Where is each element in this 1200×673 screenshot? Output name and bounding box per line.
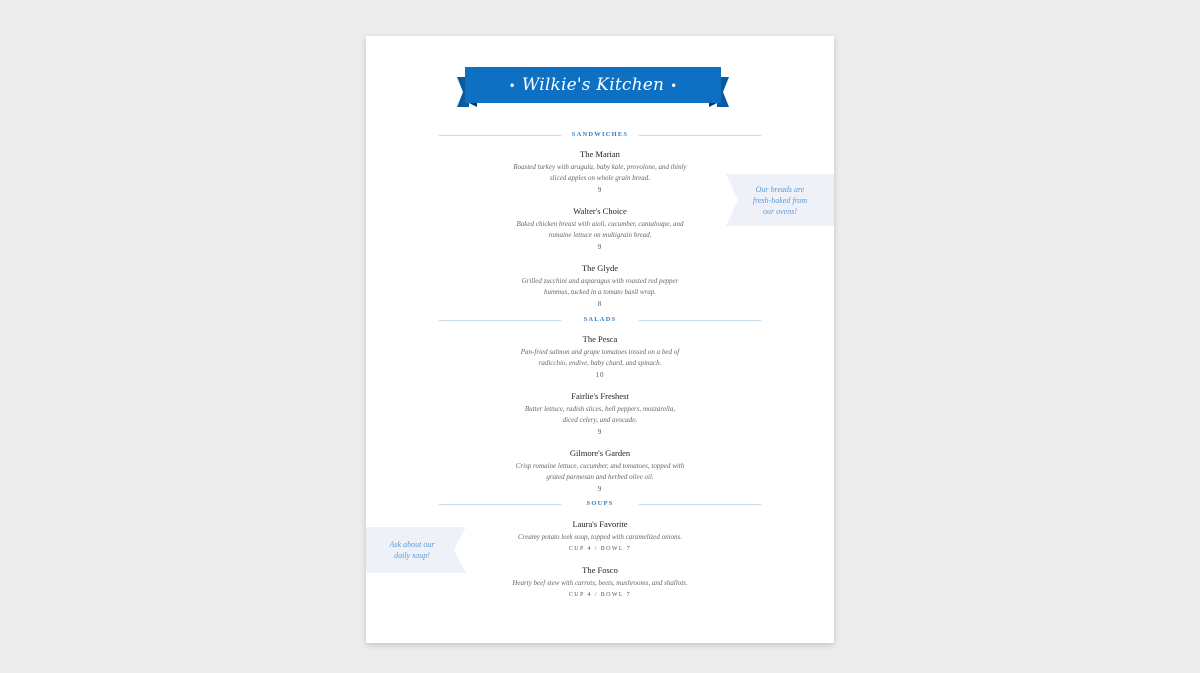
menu-item-walter — [470, 205, 730, 253]
dot-icon: • — [508, 78, 516, 93]
item-description-line: Hearty beef stew with carrots, beets, mushrooms, and shallots. — [512, 579, 688, 587]
item-description-line: Grilled zucchini and asparagus with roasted red pepper — [521, 277, 679, 285]
menu-item-fairlie — [470, 390, 730, 438]
menu-item-marian — [470, 148, 730, 196]
callout-line: Ask about our — [389, 540, 435, 549]
item-name: The Fosco — [582, 565, 618, 575]
section-header-sandwiches — [439, 129, 761, 141]
menu-page — [366, 36, 834, 643]
item-description — [470, 532, 730, 543]
menu-item-laura — [470, 518, 730, 555]
banner-title-text: Wilkie's Kitchen — [521, 75, 665, 95]
item-description — [470, 578, 730, 589]
item-price: CUP 4 / BOWL 7 — [568, 592, 632, 598]
section-title: SOUPS — [586, 500, 614, 507]
item-description-line: Butter lettuce, radish slices, bell peppers, mozzarella, — [524, 405, 676, 413]
item-description-line: hummus, tucked in a tomato basil wrap. — [544, 288, 656, 296]
section-header-soups — [439, 498, 761, 510]
menu-item-fosco — [470, 564, 730, 601]
item-description-line: radicchio, endive, baby chard, and spinach. — [538, 359, 662, 367]
item-price: 10 — [595, 371, 605, 379]
item-description-line: Roasted turkey with arugula, baby kale, provolone, and thinly — [513, 163, 687, 171]
menu-item-glyde — [470, 262, 730, 310]
item-price: CUP 4 / BOWL 7 — [568, 546, 632, 552]
item-price: 8 — [597, 300, 603, 308]
item-description — [470, 162, 730, 184]
section-header-salads — [439, 314, 761, 326]
restaurant-name — [457, 67, 729, 103]
callout-line: our ovens! — [762, 206, 797, 216]
dot-icon: • — [670, 78, 678, 93]
menu-item-pesca — [470, 333, 730, 381]
item-name: The Glyde — [581, 263, 619, 273]
item-name: Fairlie's Freshest — [571, 391, 629, 401]
item-price: 9 — [597, 186, 603, 194]
soup-callout — [366, 527, 466, 573]
item-description-line: sliced apples on whole grain bread. — [549, 174, 651, 182]
item-description — [470, 461, 730, 483]
item-description-line: romaine lettuce on multigrain bread. — [548, 231, 652, 239]
item-description-line: Creamy potato leek soup, topped with caramelized onions. — [517, 533, 683, 541]
item-description-line: Crisp romaine lettuce, cucumber, and tomatoes, topped with — [515, 462, 685, 470]
item-price: 9 — [597, 485, 603, 493]
item-name: Laura's Favorite — [572, 519, 628, 529]
item-description-line: Pan-fried salmon and grape tomatoes tossed on a bed of — [520, 348, 680, 356]
item-description — [470, 276, 730, 298]
callout-text — [366, 527, 466, 573]
item-description-line: grated parmesan and herbed olive oil. — [546, 473, 654, 481]
callout-line: fresh-baked from — [752, 195, 808, 205]
callout-text — [726, 174, 834, 226]
menu-item-gilmore — [470, 447, 730, 495]
callout-line: Our breads are — [755, 184, 805, 194]
title-banner — [457, 67, 729, 107]
item-name: Walter's Choice — [573, 206, 627, 216]
item-description-line: Baked chicken breast with aioli, cucumber, cantaloupe, and — [516, 220, 684, 228]
breads-callout — [726, 174, 834, 226]
item-name: The Marian — [580, 149, 620, 159]
item-description — [470, 219, 730, 241]
item-price: 9 — [597, 243, 603, 251]
item-description — [470, 404, 730, 426]
section-title: SALADS — [583, 316, 617, 323]
item-price: 9 — [597, 428, 603, 436]
item-name: Gilmore's Garden — [569, 448, 631, 458]
item-description-line: diced celery, and avocado. — [562, 416, 638, 424]
section-title: SANDWICHES — [571, 131, 629, 138]
callout-line: daily soup! — [394, 551, 430, 560]
item-name: The Pesca — [582, 334, 618, 344]
item-description — [470, 347, 730, 369]
